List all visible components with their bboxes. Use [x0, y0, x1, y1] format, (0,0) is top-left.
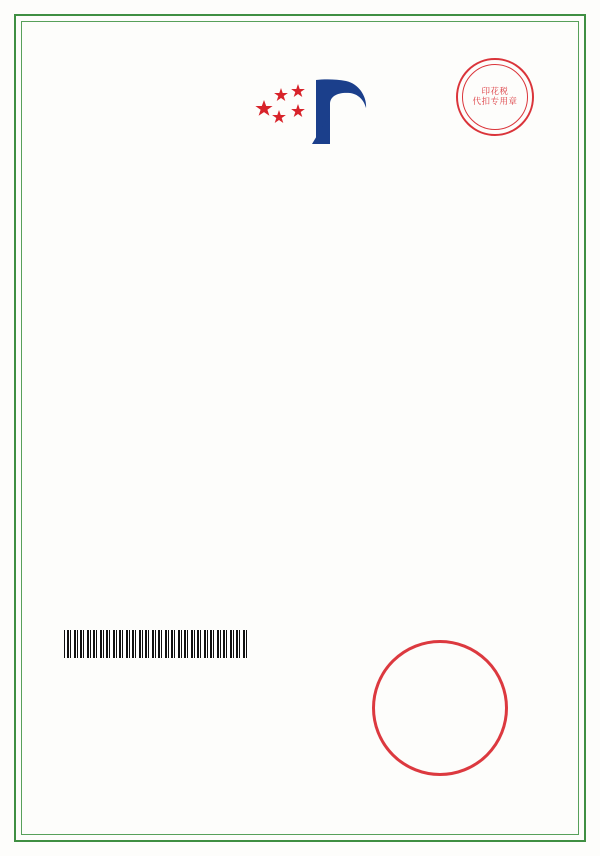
tax-stamp-seal: [456, 58, 534, 136]
certificate-content: [40, 40, 560, 816]
cnipa-logo: [254, 74, 374, 152]
logo-stars-icon: [255, 84, 305, 123]
field-row: [60, 222, 550, 240]
national-office-seal: [372, 640, 508, 776]
barcode: [64, 630, 249, 658]
field-row: [60, 351, 550, 369]
logo-graphic: [254, 74, 374, 152]
seal-center-text: 印花税 代扣专用章: [472, 87, 518, 107]
field-row: [60, 265, 550, 283]
field-row: [60, 437, 550, 455]
field-row: [60, 308, 550, 326]
certificate-fields: [60, 222, 550, 480]
field-row: [60, 394, 550, 412]
legal-text: [60, 460, 538, 462]
